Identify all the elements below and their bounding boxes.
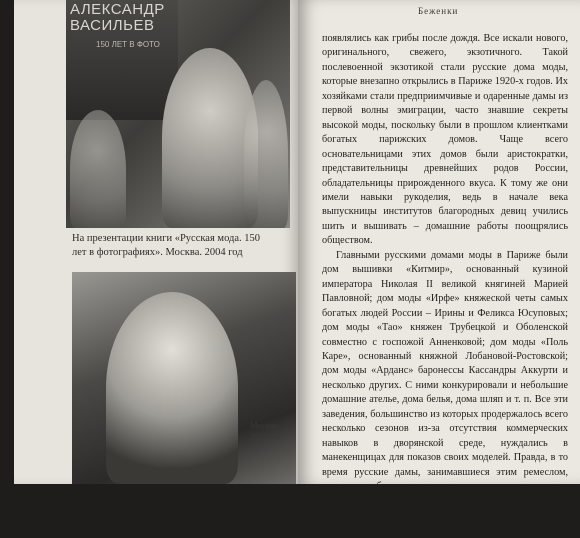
- book-spread: [14, 0, 580, 536]
- photo-caption-top: На презентации книги «Русская мода. 150 лет в фотографиях». Москва. 2004 год: [72, 233, 261, 258]
- portrait-photo: [72, 272, 296, 484]
- poster-title-line: АЛЕКСАНДР: [70, 1, 165, 18]
- body-text: [322, 32, 568, 538]
- paragraph: Главными русскими домами моды в Париже были дом вышивки «Китмир», основанный кузиной императора Николая II великой княгиней Марией Павловной; дом моды «Ирфе» княжеской четы самых богатых людей России – Ирины и Феликса Юсуповых; дом моды «Тао» княжен Трубецкой и Оболенской совместно с госпожой Анненковой; дом моды «Поль Каре», основанный княжной Лобановой-Ростовской; дом моды «Арданс» баронессы Кассандры Аккурти и несколько других. С ними конкурировали и небольшие домашние ателье, дома белья, дома шляп и т. п. Все эти заведения, большинство из которых продержалось всего несколько сезонов из-за отсутствия коммерческих навыков в дворянской среде, нуждались в манекенщицах для показов своих моделей. Правда, в то время русские дамы, занимавшиеся этим ремеслом, называли себя «манекенами»; а слово «манекенщица» было придумано и прижилось в Советском Союзе. Бывало часто так: мама шила для какого-то русского, а часто и французского, дома, а дочь показывала модели.: [322, 249, 568, 536]
- poster-title: [70, 2, 165, 34]
- book-poster: [66, 0, 178, 120]
- right-page: [298, 0, 580, 536]
- portrait-figure: [106, 292, 238, 484]
- poster-title-line: ВАСИЛЬЕВ: [70, 17, 155, 34]
- running-head: Беженки: [418, 6, 459, 16]
- photo-caption-bottom: Москва. 2003 год: [250, 420, 281, 441]
- left-page: [14, 0, 298, 484]
- poster-subtitle: 150 ЛЕТ В ФОТО: [96, 40, 160, 49]
- paragraph: появлялись как грибы после дождя. Все искали нового, оригинального, свежего, экзотичного. Такой послевоенной экзотикой стали русские дома моды, которые внезапно открылись в Париже 1920-х годов. Их хозяйками стали предприимчивые и одаренные дамы из первой волны эмиграции, часто знавшие секреты высокой моды, поскольку были в прошлом клиентками богатых парижских домов. Чаще всего основательницами этих домов были аристократки, представительницы древнейших родов России, обладательницы прирожденного вкуса. К тому же они имели навыки рукоделия, ведь в начале века выпускницы институтов благородных девиц учились шить и вышивать – домашние работы поощрялись обществом.: [322, 33, 568, 247]
- left-person: [70, 110, 126, 228]
- presentation-photo: [66, 0, 290, 228]
- background-person: [244, 80, 288, 228]
